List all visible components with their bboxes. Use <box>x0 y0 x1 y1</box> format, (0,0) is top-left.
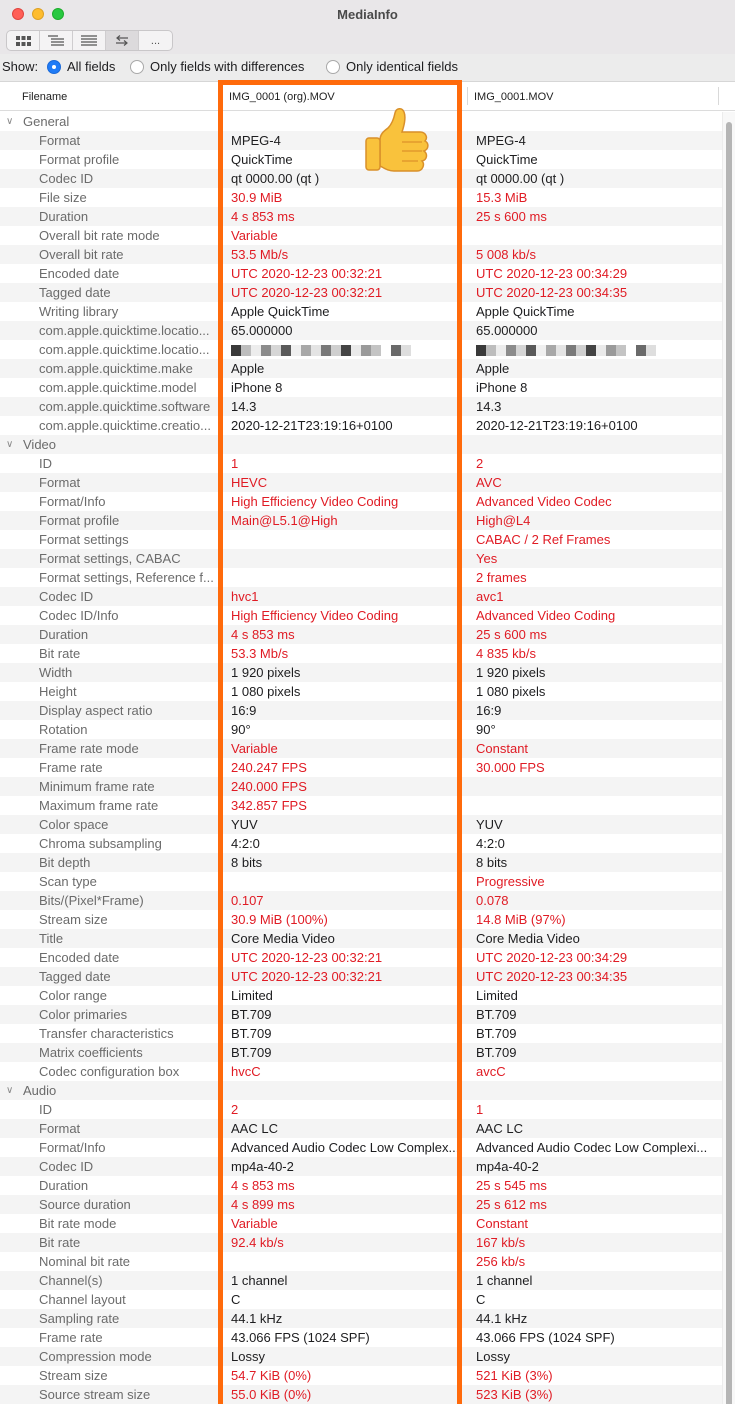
file2-value: AAC LC <box>476 1121 523 1136</box>
title-bar <box>0 0 735 30</box>
file1-value <box>231 340 459 359</box>
table-row[interactable] <box>0 891 722 910</box>
view-easy-button[interactable] <box>7 31 40 50</box>
field-label: Compression mode <box>39 1349 152 1364</box>
file1-value: Limited <box>231 988 273 1003</box>
column-header-file1[interactable]: IMG_0001 (org).MOV <box>229 91 335 103</box>
file2-value: 25 s 600 ms <box>476 209 547 224</box>
field-label: Format settings, CABAC <box>39 551 181 566</box>
file1-value: BT.709 <box>231 1045 272 1060</box>
field-label: Bit rate mode <box>39 1216 117 1231</box>
field-label: Maximum frame rate <box>39 798 159 813</box>
column-divider[interactable] <box>718 87 719 105</box>
column-header-filename[interactable]: Filename <box>22 91 68 103</box>
file2-value: 65.000000 <box>476 323 538 338</box>
redacted-location-value <box>231 345 411 356</box>
field-label: com.apple.quicktime.model <box>39 380 197 395</box>
file1-value: 54.7 KiB (0%) <box>231 1368 312 1383</box>
file1-value: 16:9 <box>231 703 257 718</box>
field-label: Tagged date <box>39 969 111 984</box>
field-label: Duration <box>39 209 89 224</box>
table-row[interactable] <box>0 1100 722 1119</box>
table-row[interactable] <box>0 226 722 245</box>
field-label: Duration <box>39 627 89 642</box>
file2-value: BT.709 <box>476 1045 517 1060</box>
table-row[interactable] <box>0 682 722 701</box>
table-row[interactable] <box>0 929 722 948</box>
field-label: Codec ID <box>39 171 94 186</box>
window-title: MediaInfo <box>337 7 398 22</box>
field-label: Width <box>39 665 73 680</box>
file2-value: BT.709 <box>476 1007 517 1022</box>
file1-value: AAC LC <box>231 1121 278 1136</box>
file2-value: 2 frames <box>476 570 527 585</box>
file2-value: Yes <box>476 551 498 566</box>
table-row[interactable] <box>0 644 722 663</box>
file2-value: 15.3 MiB <box>476 190 528 205</box>
table-row[interactable] <box>0 1024 722 1043</box>
view-mode-segmented-control <box>6 30 173 51</box>
table-row[interactable] <box>0 777 722 796</box>
file2-value: 1 920 pixels <box>476 665 546 680</box>
field-label: Format settings <box>39 532 129 547</box>
file1-value: 342.857 FPS <box>231 798 307 813</box>
file1-value: 4 s 853 ms <box>231 1178 295 1193</box>
radio-button[interactable] <box>326 60 340 74</box>
file2-value: YUV <box>476 817 503 832</box>
file1-value: Core Media Video <box>231 931 335 946</box>
table-row[interactable] <box>0 1195 722 1214</box>
field-label: Title <box>39 931 64 946</box>
table-row[interactable] <box>0 283 722 302</box>
file2-value: avcC <box>476 1064 506 1079</box>
table-row[interactable] <box>0 1157 722 1176</box>
table-row[interactable] <box>0 1347 722 1366</box>
table-row[interactable] <box>0 378 722 397</box>
radio-label: Only fields with differences <box>150 59 305 74</box>
file1-value: Lossy <box>231 1349 265 1364</box>
table-row[interactable] <box>0 701 722 720</box>
file1-value: YUV <box>231 817 258 832</box>
table-row[interactable] <box>0 625 722 644</box>
field-label: com.apple.quicktime.locatio... <box>39 342 210 357</box>
file1-value: Variable <box>231 228 278 243</box>
field-label: Stream size <box>39 912 108 927</box>
grid-view-icon <box>16 36 31 46</box>
file1-value: UTC 2020-12-23 00:32:21 <box>231 969 383 984</box>
field-label: Overall bit rate mode <box>39 228 160 243</box>
file2-value: 256 kb/s <box>476 1254 526 1269</box>
field-label: Channel(s) <box>39 1273 103 1288</box>
file1-value: 43.066 FPS (1024 SPF) <box>231 1330 370 1345</box>
file2-value: Constant <box>476 741 529 756</box>
file2-value: 25 s 612 ms <box>476 1197 547 1212</box>
table-row[interactable] <box>0 720 722 739</box>
file1-value: Variable <box>231 741 278 756</box>
file1-value: 4 s 853 ms <box>231 209 295 224</box>
comparison-table <box>0 112 722 1404</box>
file1-value: 90° <box>231 722 251 737</box>
file2-value: 1 channel <box>476 1273 533 1288</box>
table-row[interactable] <box>0 1214 722 1233</box>
file2-value: QuickTime <box>476 152 538 167</box>
file2-value: UTC 2020-12-23 00:34:35 <box>476 969 628 984</box>
file2-value: MPEG-4 <box>476 133 526 148</box>
field-label: Channel layout <box>39 1292 126 1307</box>
table-row[interactable] <box>0 834 722 853</box>
file1-value: 1 920 pixels <box>231 665 301 680</box>
table-row[interactable] <box>0 1385 722 1404</box>
table-row[interactable] <box>0 321 722 340</box>
table-row[interactable] <box>0 967 722 986</box>
file1-value: iPhone 8 <box>231 380 283 395</box>
file2-value: BT.709 <box>476 1026 517 1041</box>
field-label: Writing library <box>39 304 119 319</box>
table-row[interactable] <box>0 264 722 283</box>
file1-value: 53.5 Mb/s <box>231 247 289 262</box>
file1-value: 240.247 FPS <box>231 760 307 775</box>
file1-value: 4:2:0 <box>231 836 260 851</box>
field-label: Chroma subsampling <box>39 836 162 851</box>
file1-value: BT.709 <box>231 1026 272 1041</box>
file1-value: 8 bits <box>231 855 263 870</box>
radio-all-fields[interactable] <box>47 59 115 74</box>
file2-value: 14.3 <box>476 399 502 414</box>
field-label: Codec ID <box>39 589 94 604</box>
field-label: Source stream size <box>39 1387 151 1402</box>
field-label: Display aspect ratio <box>39 703 153 718</box>
file2-value <box>476 340 716 359</box>
table-row[interactable] <box>0 454 722 473</box>
file1-value: UTC 2020-12-23 00:32:21 <box>231 266 383 281</box>
field-label: Encoded date <box>39 266 120 281</box>
file1-value: Apple QuickTime <box>231 304 330 319</box>
table-row[interactable] <box>0 1328 722 1347</box>
table-row[interactable] <box>0 302 722 321</box>
table-row[interactable] <box>0 758 722 777</box>
vertical-scrollbar[interactable] <box>722 112 735 1404</box>
field-label: Stream size <box>39 1368 108 1383</box>
field-label: Height <box>39 684 77 699</box>
thumbs-up-icon <box>358 104 438 184</box>
list-view-icon <box>81 35 97 46</box>
table-row[interactable] <box>0 1005 722 1024</box>
file1-value: 2020-12-21T23:19:16+0100 <box>231 418 393 433</box>
file1-value: 65.000000 <box>231 323 293 338</box>
disclosure-chevron-icon[interactable]: ∨ <box>6 439 14 450</box>
file1-value: mp4a-40-2 <box>231 1159 294 1174</box>
table-row[interactable] <box>0 1233 722 1252</box>
table-row[interactable] <box>0 1176 722 1195</box>
field-label: com.apple.quicktime.creatio... <box>39 418 211 433</box>
table-row[interactable] <box>0 492 722 511</box>
table-row[interactable] <box>0 796 722 815</box>
field-label: Minimum frame rate <box>39 779 155 794</box>
file2-value: mp4a-40-2 <box>476 1159 539 1174</box>
file1-value: 0.107 <box>231 893 264 908</box>
table-row[interactable] <box>0 397 722 416</box>
section-title: Audio <box>23 1083 57 1098</box>
file2-value: Advanced Audio Codec Low Complexi... <box>476 1140 708 1155</box>
field-label: Rotation <box>39 722 88 737</box>
file1-value: 4 s 853 ms <box>231 627 295 642</box>
table-row[interactable] <box>0 663 722 682</box>
file2-value: 5 008 kb/s <box>476 247 536 262</box>
field-label: Codec ID <box>39 1159 94 1174</box>
table-row[interactable] <box>0 511 722 530</box>
table-row[interactable] <box>0 1366 722 1385</box>
field-label: Color range <box>39 988 107 1003</box>
field-label: Frame rate mode <box>39 741 139 756</box>
table-row[interactable] <box>0 207 722 226</box>
field-label: Frame rate <box>39 1330 103 1345</box>
table-row[interactable] <box>0 739 722 758</box>
field-label: com.apple.quicktime.software <box>39 399 211 414</box>
table-row[interactable] <box>0 986 722 1005</box>
file2-value: Apple QuickTime <box>476 304 575 319</box>
field-label: Bits/(Pixel*Frame) <box>39 893 144 908</box>
table-row[interactable] <box>0 587 722 606</box>
field-label: Format/Info <box>39 1140 106 1155</box>
table-row[interactable] <box>0 340 722 359</box>
field-label: Transfer characteristics <box>39 1026 174 1041</box>
field-label: Color primaries <box>39 1007 128 1022</box>
file1-value: Variable <box>231 1216 278 1231</box>
view-tree-button[interactable] <box>40 31 73 50</box>
field-label: Bit depth <box>39 855 91 870</box>
file2-value: Advanced Video Coding <box>476 608 616 623</box>
section-title: Video <box>23 437 57 452</box>
table-row[interactable] <box>0 1062 722 1081</box>
file1-value: QuickTime <box>231 152 293 167</box>
field-label: Bit rate <box>39 646 81 661</box>
view-compare-button[interactable] <box>106 31 139 50</box>
radio-button[interactable] <box>130 60 144 74</box>
file1-value: HEVC <box>231 475 268 490</box>
file1-value: 92.4 kb/s <box>231 1235 284 1250</box>
file2-value: 16:9 <box>476 703 502 718</box>
file2-value: C <box>476 1292 486 1307</box>
table-row[interactable] <box>0 948 722 967</box>
table-row[interactable] <box>0 568 722 587</box>
file2-value: CABAC / 2 Ref Frames <box>476 532 611 547</box>
field-label: Codec ID/Info <box>39 608 119 623</box>
field-label: File size <box>39 190 87 205</box>
file1-value: hvc1 <box>231 589 259 604</box>
field-label: Frame rate <box>39 760 103 775</box>
table-row[interactable] <box>0 853 722 872</box>
file2-value: 4:2:0 <box>476 836 505 851</box>
file2-value: 8 bits <box>476 855 508 870</box>
file2-value: Core Media Video <box>476 931 580 946</box>
toolbar <box>0 30 735 54</box>
show-filter-bar <box>0 54 735 82</box>
file2-value: qt 0000.00 (qt ) <box>476 171 565 186</box>
field-label: Matrix coefficients <box>39 1045 143 1060</box>
table-row[interactable] <box>0 1271 722 1290</box>
file1-value: 2 <box>231 1102 239 1117</box>
field-label: Overall bit rate <box>39 247 124 262</box>
file1-value: 30.9 MiB <box>231 190 283 205</box>
field-label: Scan type <box>39 874 97 889</box>
file2-value: UTC 2020-12-23 00:34:35 <box>476 285 628 300</box>
scrollbar-thumb[interactable] <box>726 122 732 1404</box>
column-divider[interactable] <box>222 87 223 105</box>
field-label: com.apple.quicktime.make <box>39 361 193 376</box>
file2-value: 90° <box>476 722 496 737</box>
file2-value: AVC <box>476 475 502 490</box>
file2-value: 43.066 FPS (1024 SPF) <box>476 1330 615 1345</box>
file2-value: Limited <box>476 988 518 1003</box>
file1-value: 4 s 899 ms <box>231 1197 295 1212</box>
file1-value: 1 <box>231 456 239 471</box>
file1-value: C <box>231 1292 241 1307</box>
field-label: ID <box>39 456 52 471</box>
column-header-file2[interactable]: IMG_0001.MOV <box>474 91 554 103</box>
file2-value: iPhone 8 <box>476 380 528 395</box>
section-header-audio[interactable] <box>0 1081 722 1100</box>
file2-value: 523 KiB (3%) <box>476 1387 553 1402</box>
section-header-video[interactable] <box>0 435 722 454</box>
table-row[interactable] <box>0 910 722 929</box>
table-row[interactable] <box>0 1119 722 1138</box>
file2-value: Progressive <box>476 874 545 889</box>
disclosure-chevron-icon[interactable]: ∨ <box>6 116 14 127</box>
file1-value: High Efficiency Video Coding <box>231 608 399 623</box>
view-text-button[interactable] <box>73 31 106 50</box>
table-row[interactable] <box>0 1290 722 1309</box>
file1-value: 240.000 FPS <box>231 779 307 794</box>
file2-value: Advanced Video Codec <box>476 494 612 509</box>
file2-value: Apple <box>476 361 510 376</box>
file1-value: UTC 2020-12-23 00:32:21 <box>231 285 383 300</box>
file2-value: UTC 2020-12-23 00:34:29 <box>476 266 628 281</box>
compare-arrows-icon <box>115 35 129 46</box>
table-row[interactable] <box>0 473 722 492</box>
field-label: Format/Info <box>39 494 106 509</box>
redacted-location-value <box>476 345 656 356</box>
file2-value: 44.1 kHz <box>476 1311 528 1326</box>
field-label: Color space <box>39 817 109 832</box>
field-label: Format settings, Reference f... <box>39 570 214 585</box>
table-row[interactable] <box>0 815 722 834</box>
file1-value: MPEG-4 <box>231 133 281 148</box>
file2-value: 1 <box>476 1102 484 1117</box>
field-label: Nominal bit rate <box>39 1254 131 1269</box>
more-options-button[interactable]: ... <box>150 34 161 47</box>
field-label: com.apple.quicktime.locatio... <box>39 323 210 338</box>
file2-value: 521 KiB (3%) <box>476 1368 553 1383</box>
radio-label: All fields <box>67 59 116 74</box>
file1-value: 44.1 kHz <box>231 1311 283 1326</box>
radio-button-selected[interactable] <box>47 60 61 74</box>
file1-value: UTC 2020-12-23 00:32:21 <box>231 950 383 965</box>
field-label: Duration <box>39 1178 89 1193</box>
file2-value: avc1 <box>476 589 504 604</box>
file1-value: 30.9 MiB (100%) <box>231 912 328 927</box>
field-label: Bit rate <box>39 1235 81 1250</box>
file2-value: 2 <box>476 456 484 471</box>
file1-value: 1 channel <box>231 1273 288 1288</box>
file2-value: 1 080 pixels <box>476 684 546 699</box>
file1-value: 55.0 KiB (0%) <box>231 1387 312 1402</box>
file2-value: 4 835 kb/s <box>476 646 536 661</box>
file1-value: 14.3 <box>231 399 257 414</box>
table-row[interactable] <box>0 245 722 264</box>
section-title: General <box>23 114 70 129</box>
radio-only-differences[interactable] <box>130 59 304 74</box>
file2-value: 25 s 545 ms <box>476 1178 547 1193</box>
table-row[interactable] <box>0 1043 722 1062</box>
file1-value: hvcC <box>231 1064 261 1079</box>
file1-value: BT.709 <box>231 1007 272 1022</box>
field-label: Format profile <box>39 513 120 528</box>
file1-value: 1 080 pixels <box>231 684 301 699</box>
tree-view-icon <box>48 35 64 46</box>
table-row[interactable] <box>0 530 722 549</box>
file2-value: 2020-12-21T23:19:16+0100 <box>476 418 638 433</box>
table-row[interactable] <box>0 872 722 891</box>
file2-value: UTC 2020-12-23 00:34:29 <box>476 950 628 965</box>
field-label: Format <box>39 475 81 490</box>
file2-value: Constant <box>476 1216 529 1231</box>
file1-value: Main@L5.1@High <box>231 513 338 528</box>
file1-value: 53.3 Mb/s <box>231 646 289 661</box>
file2-value: 0.078 <box>476 893 509 908</box>
file2-value: 30.000 FPS <box>476 760 545 775</box>
field-label: Source duration <box>39 1197 131 1212</box>
table-row[interactable] <box>0 359 722 378</box>
file1-value: qt 0000.00 (qt ) <box>231 171 320 186</box>
table-row[interactable] <box>0 549 722 568</box>
radio-label: Only identical fields <box>346 59 458 74</box>
file2-value: Lossy <box>476 1349 510 1364</box>
file2-value: 25 s 600 ms <box>476 627 547 642</box>
file2-value: High@L4 <box>476 513 531 528</box>
field-label: Format profile <box>39 152 120 167</box>
field-label: Tagged date <box>39 285 111 300</box>
file1-value: Apple <box>231 361 265 376</box>
field-label: Format <box>39 1121 81 1136</box>
field-label: Encoded date <box>39 950 120 965</box>
file2-value: 14.8 MiB (97%) <box>476 912 566 927</box>
radio-only-identical[interactable] <box>326 59 458 74</box>
field-label: ID <box>39 1102 52 1117</box>
table-row[interactable] <box>0 188 722 207</box>
file2-value: 167 kb/s <box>476 1235 526 1250</box>
field-label: Codec configuration box <box>39 1064 180 1079</box>
file1-value: Advanced Audio Codec Low Complex... <box>231 1140 459 1155</box>
column-divider[interactable] <box>467 87 468 105</box>
table-row[interactable] <box>0 1138 722 1157</box>
table-row[interactable] <box>0 416 722 435</box>
disclosure-chevron-icon[interactable]: ∨ <box>6 1085 14 1096</box>
table-row[interactable] <box>0 1309 722 1328</box>
table-row[interactable] <box>0 1252 722 1271</box>
table-row[interactable] <box>0 606 722 625</box>
field-label: Format <box>39 133 81 148</box>
field-label: Sampling rate <box>39 1311 120 1326</box>
show-label: Show: <box>2 59 39 74</box>
file1-value: High Efficiency Video Coding <box>231 494 399 509</box>
